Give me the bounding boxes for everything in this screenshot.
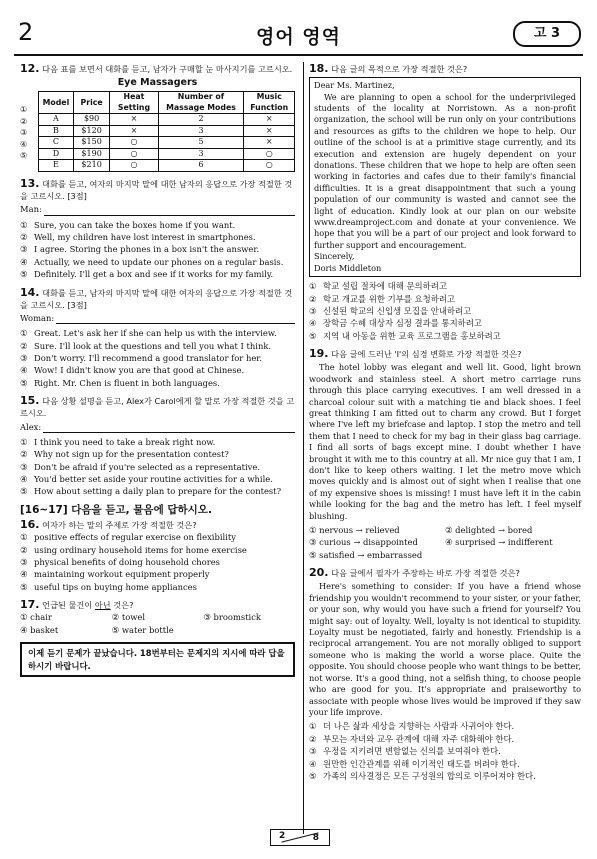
question-number: 15.: [20, 394, 40, 408]
question-text: 대화를 듣고, 남자의 마지막 말에 대한 여자의 응답으로 가장 적절한 것을 고르시오. [3점]: [20, 287, 293, 310]
table-cell: ×: [244, 137, 295, 149]
grade-badge: 고 3: [513, 21, 581, 47]
question-number: 17.: [20, 598, 40, 612]
table-cell: 5: [158, 137, 244, 149]
signature: Doris Middleton: [314, 262, 382, 273]
question-number: 14.: [20, 285, 40, 299]
row-number: ③: [20, 128, 28, 138]
table-cell: $210: [73, 160, 109, 172]
question-number: 16.: [20, 518, 40, 532]
option-1: ① positive effects of regular exercise on flexibility: [20, 532, 236, 543]
question-15: [20, 395, 295, 498]
option-2: ② using ordinary household items for home exercise: [20, 544, 247, 555]
table-cell: 2: [158, 114, 244, 126]
question-text: 다음 글에서 필자가 주장하는 바로 가장 적절한 것은?: [331, 568, 520, 579]
subject-title: 영어 영역: [255, 26, 342, 48]
row-number: ②: [20, 116, 28, 126]
option-1: ① Sure, you can take the boxes home if you want.: [20, 219, 236, 230]
page-indicator: [270, 829, 330, 846]
row-number: ①: [20, 105, 28, 115]
option-3: ③ Don't worry. I'll recommend a good translator for her.: [20, 352, 263, 363]
section-heading: [16~17] 다음을 듣고, 물음에 답하시오.: [20, 503, 212, 516]
table-cell: C: [39, 137, 74, 149]
table-cell: ×: [244, 114, 295, 126]
question-18: [309, 63, 581, 342]
table-cell: $190: [73, 148, 109, 160]
table-cell: B: [39, 125, 74, 137]
answer-line: [20, 421, 295, 433]
question-text: 다음 표를 보면서 대화를 듣고, 남자가 구매할 눈 마사지기를 고르시오.: [42, 64, 293, 74]
question-text: 대화를 듣고, 여자의 마지막 말에 대한 남자의 응답으로 가장 적절한 것을 고르시오. [3점]: [20, 178, 293, 202]
options-row-2: [20, 624, 295, 636]
option-4: ④ surprised → indifferent: [445, 537, 553, 548]
table-cell: ×: [110, 125, 158, 137]
table-row: [39, 125, 295, 137]
option-5: ⑤ Right. Mr. Chen is fluent in both languages.: [20, 377, 220, 388]
question-17: [20, 599, 295, 636]
option-3: ③ Don't be afraid if you're selected as a representative.: [20, 461, 260, 472]
question-12: [20, 63, 295, 172]
question-14: [20, 287, 295, 390]
option-4: ④ 원만한 인간관계를 위해 이기적인 태도를 버려야 한다.: [309, 758, 520, 769]
option-2: ② towel: [111, 612, 146, 623]
option-5: ⑤ How about setting a daily plan to prepare for the contest?: [20, 486, 282, 497]
option-5: ⑤ 가족의 의사결정은 모든 구성원의 합의로 이루어져야 한다.: [309, 770, 536, 781]
col-header: Heat Setting: [110, 92, 158, 114]
table-row: [39, 137, 295, 149]
option-5: ⑤ water bottle: [111, 624, 174, 635]
table-cell: ○: [244, 160, 295, 172]
col-header: Price: [73, 92, 109, 114]
table-row: [39, 148, 295, 160]
option-2: ② Why not sign up for the presentation contest?: [20, 449, 229, 460]
question-13: [20, 178, 295, 281]
col-header: Model: [39, 92, 74, 114]
option-1: ① chair: [20, 612, 52, 623]
question-number: 20.: [309, 566, 329, 580]
question-number: 19.: [309, 347, 329, 361]
option-4: ④ Wow! I didn't know you are that good at Chinese.: [20, 365, 245, 376]
table-cell: ×: [244, 125, 295, 137]
question-19: [309, 348, 581, 561]
question-20: [309, 567, 581, 782]
option-4: ④ basket: [20, 624, 59, 635]
right-column: [309, 63, 581, 782]
option-2: ② delighted → bored: [445, 525, 533, 536]
table-header-row: [39, 92, 295, 114]
table-cell: A: [39, 114, 74, 126]
answer-line: [20, 203, 295, 215]
option-3: ③ physical benefits of doing household chores: [20, 557, 220, 568]
table-cell: $90: [73, 114, 109, 126]
col-header: Music Function: [244, 92, 295, 114]
table-cell: 3: [158, 148, 244, 160]
passage: The hotel lobby was elegant and well lit. Good, light brown woodwork and stainless steel. A short metro carriage runs through this place carrying executives. I am well dressed in a charcoal colour suit with a matching tie and black shoes. I feel great thinking I am fitted out to charm any crowd. But I forget where I've left my briefcase and laptop. I stop the metro and tell them that I need to check for my bag in their glass bag carriage. I find all sorts of bags except mine. I doubt whether I have brought it with me to this country at all. Mr nice guy that I am, I don't like to keep others waiting. I let the metro move which moves quickly and is almost out of sight when I realise that one of my expensive shoes is missing! I must have left it in the cabin while looking for the bag and the metro has left. I feel myself blushing.: [309, 362, 581, 521]
option-5: ⑤ satisfied → embarrassed: [309, 549, 423, 560]
table-cell: E: [39, 160, 74, 172]
option-3: ③ curious → disappointed: [309, 537, 418, 548]
option-3: ③ I agree. Storing the phones in a box isn't the answer.: [20, 244, 260, 255]
option-1: ① 더 나은 삶과 세상을 지향하는 사람과 사귀어야 한다.: [309, 721, 515, 732]
salutation: Dear Ms. Martinez,: [314, 80, 395, 91]
question-text: 다음 글의 목적으로 가장 적절한 것은?: [331, 64, 468, 74]
option-4: ④ maintaining workout equipment properly: [20, 569, 210, 580]
table-wrapper: [20, 91, 295, 172]
option-4: ④ Actually, we need to update our phones on a regular basis.: [20, 256, 284, 267]
passage: Here's something to consider: If you have a friend whose friendship you wouldn't recommend to your sister, or your father, or your son, why would you have such a friend for yourself? You might say: out of loyalty. Well, loyalty is not identical to stupidity. Loyalty must be negotiated, fairly and honestly. Friendship is a reciprocal arrangement. You are not morally obliged to support someone who is making the world a worse place. Quite the opposite. You should choose people who want things to be better, not worse. It's a good thing, not a selfish thing, to choose people who are good for you. It's appropriate and praiseworthy to associate with people whose lives would be improved if they saw your life improve.: [309, 581, 581, 717]
table-row: [39, 114, 295, 126]
option-5: ⑤ Definitely. I'll get a box and see if it works for my family.: [20, 269, 274, 280]
table-cell: $150: [73, 137, 109, 149]
table-title: Eye Massagers: [117, 77, 198, 89]
table-row: [39, 160, 295, 172]
question-number: 18.: [309, 62, 329, 75]
row-number: ⑤: [20, 151, 28, 161]
listening-end-notice: 이제 듣기 문제가 끝났습니다. 18번부터는 문제지의 지시에 따라 답을 하시기 바랍니다.: [20, 642, 295, 677]
speaker-label: Man:: [20, 204, 42, 215]
option-2: ② Sure. I'll look at the questions and tell you what I think.: [20, 340, 272, 351]
options-row-1: [20, 611, 295, 623]
option-3: ③ broomstick: [203, 612, 261, 623]
table-cell: ○: [110, 148, 158, 160]
option-1: ① nervous → relieved: [309, 525, 400, 536]
option-2: ② Well, my children have lost interest in smartphones.: [20, 231, 256, 242]
table-cell: $120: [73, 125, 109, 137]
speaker-label: Alex:: [20, 421, 42, 432]
letter-box: [309, 77, 581, 277]
option-1: ① Great. Let's ask her if she can help us with the interview.: [20, 328, 277, 339]
option-2: ② 학교 개교를 위한 기부를 요청하려고: [309, 293, 456, 304]
option-3: ③ 우정을 지키려면 변함없는 신의를 보여줘야 한다.: [309, 746, 501, 757]
table-cell: ×: [110, 114, 158, 126]
speaker-label: Woman:: [20, 312, 55, 323]
page-header: [14, 16, 583, 50]
question-text: 언급된 물건이 아닌 것은?: [42, 600, 134, 611]
option-5: ⑤ 지역 내 아동을 위한 교육 프로그램을 홍보하려고: [309, 330, 501, 341]
option-5: ⑤ useful tips on buying home appliances: [20, 581, 197, 592]
question-text: 다음 상황 설명을 듣고, Alex가 Carol에게 할 말로 가장 적절한 것을 고르시오.: [20, 396, 295, 419]
table-cell: D: [39, 148, 74, 160]
table-cell: ○: [110, 137, 158, 149]
option-1: ① I think you need to take a break right now.: [20, 436, 216, 447]
closing: Sincerely,: [314, 251, 355, 262]
col-header: Number of Massage Modes: [158, 92, 244, 114]
page-number: 2: [18, 18, 34, 46]
question-text: 여자가 하는 말의 주제로 가장 적절한 것은?: [42, 520, 197, 531]
header-rule: [14, 54, 583, 56]
eye-massager-table: [38, 91, 295, 172]
options: [309, 524, 581, 561]
option-4: ④ You'd better set aside your routine activities for a while.: [20, 474, 273, 485]
option-4: ④ 장학금 수혜 대상자 심정 결과를 통지하려고: [309, 318, 482, 329]
table-cell: ○: [244, 148, 295, 160]
column-divider: [303, 62, 304, 834]
row-number: ④: [20, 139, 28, 149]
total-pages: 8: [312, 833, 319, 843]
table-cell: 6: [158, 160, 244, 172]
question-16: [20, 519, 295, 593]
question-number: 12.: [20, 62, 40, 75]
option-3: ③ 신설된 학교의 신입생 모집을 안내하려고: [309, 305, 472, 316]
letter-body: We are planning to open a school for the underprivileged students of the locality at Norristown. As a non-profit organization, the school will be run only on your contributions and resources as gifts to the children we hope to help. Our outline of the school is at a primitive stage currently, and its execution and extension are hugely dependent on your donations. These children that we hope to help are often seen working in factories and cafes due to their family's financial difficulties. It is a great disappointment that such a young population of our community is wasted and cannot see the light of education. Kindly look at our plan on our website www.dreamproject.com and donate at your convenience. We hope that you will be a part of our project and look forward to further support and encouragement.: [314, 91, 576, 250]
answer-line: [20, 312, 295, 324]
question-number: 13.: [20, 176, 40, 190]
left-column: [20, 63, 295, 677]
table-cell: ○: [110, 160, 158, 172]
question-text: 다음 글에 드러난 'I'의 심경 변화로 가장 적절한 것은?: [331, 349, 522, 360]
table-cell: 3: [158, 125, 244, 137]
current-page: 2: [279, 831, 286, 841]
option-1: ① 학교 설립 절차에 대해 문의하려고: [309, 281, 447, 292]
option-2: ② 부모는 자녀와 교우 관계에 대해 자주 대화해야 한다.: [309, 733, 515, 744]
